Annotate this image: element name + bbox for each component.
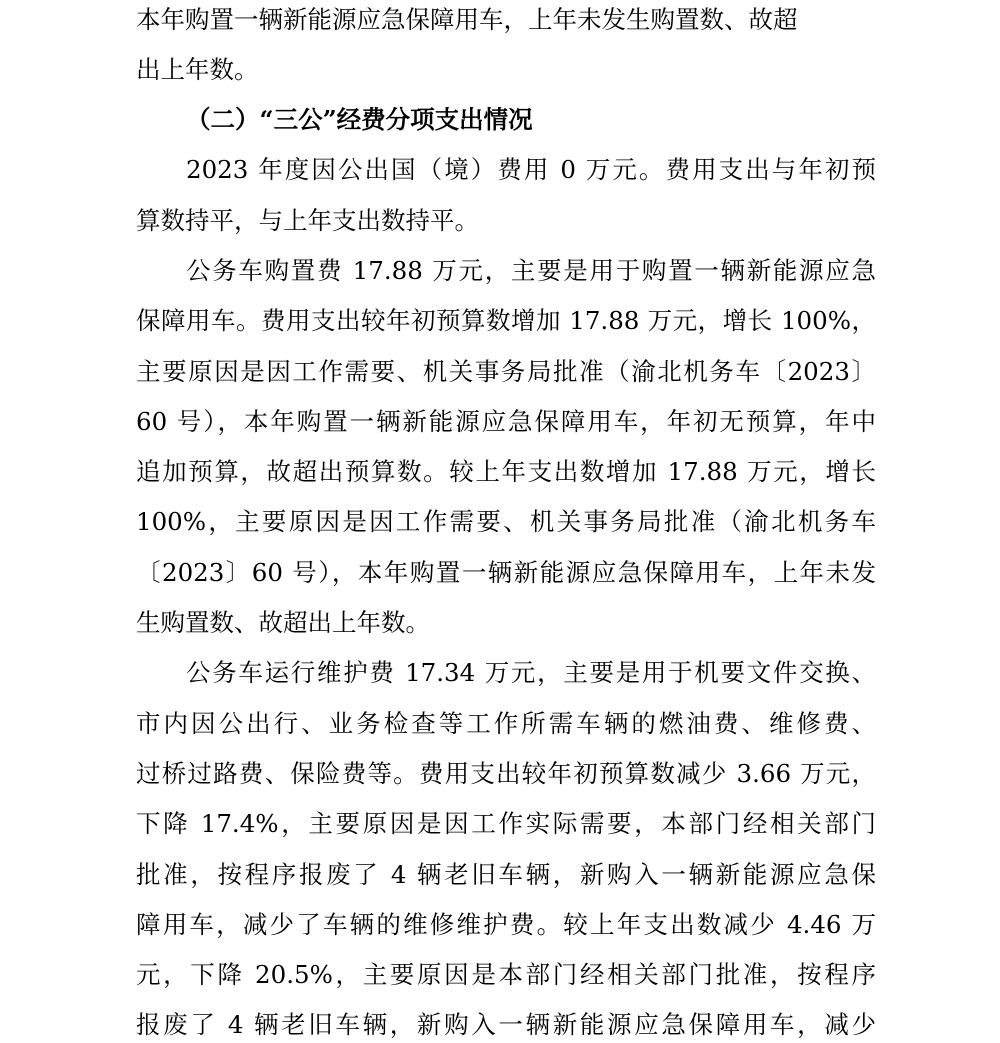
paragraph-line: 〔2023〕60 号），本年购置一辆新能源应急保障用车，上年未发 (136, 558, 876, 587)
paragraph-line: 60 号），本年购置一辆新能源应急保障用车，年初无预算，年中 (136, 407, 876, 436)
paragraph-line: 公务车运行维护费 17.34 万元，主要是用于机要文件交换、 (186, 658, 876, 687)
paragraph-line: 过桥过路费、保险费等。费用支出较年初预算数减少 3.66 万元， (136, 759, 876, 788)
paragraph-line: 100%，主要原因是因工作需要、机关事务局批准（渝北机务车 (136, 507, 876, 536)
paragraph-line: 本年购置一辆新能源应急保障用车，上年未发生购置数、故超 (136, 5, 798, 34)
paragraph-line: 2023 年度因公出国（境）费用 0 万元。费用支出与年初预 (186, 155, 876, 184)
paragraph-line: 报废了 4 辆老旧车辆，新购入一辆新能源应急保障用车，减少 (136, 1010, 876, 1039)
paragraph-line: 元，下降 20.5%，主要原因是本部门经相关部门批准，按程序 (136, 960, 876, 989)
paragraph-line: 主要原因是因工作需要、机关事务局批准（渝北机务车〔2023〕 (136, 357, 876, 386)
paragraph-line: 追加预算，故超出预算数。较上年支出数增加 17.88 万元，增长 (136, 457, 876, 486)
paragraph-line: 市内因公出行、业务检查等工作所需车辆的燃油费、维修费、 (136, 709, 876, 738)
paragraph-line: 公务车购置费 17.88 万元，主要是用于购置一辆新能源应急 (186, 256, 876, 285)
paragraph-line: 保障用车。费用支出较年初预算数增加 17.88 万元，增长 100%， (136, 306, 876, 335)
paragraph-line: 障用车，减少了车辆的维修维护费。较上年支出数减少 4.46 万 (136, 910, 876, 939)
paragraph-line: 下降 17.4%，主要原因是因工作实际需要，本部门经相关部门 (136, 809, 876, 838)
paragraph-line: 生购置数、故超出上年数。 (136, 608, 430, 637)
paragraph-line: 批准，按程序报废了 4 辆老旧车辆，新购入一辆新能源应急保 (136, 860, 876, 889)
paragraph-line: 算数持平，与上年支出数持平。 (136, 206, 479, 235)
section-heading: （二）“三公”经费分项支出情况 (186, 105, 533, 134)
paragraph-line: 出上年数。 (136, 55, 259, 84)
